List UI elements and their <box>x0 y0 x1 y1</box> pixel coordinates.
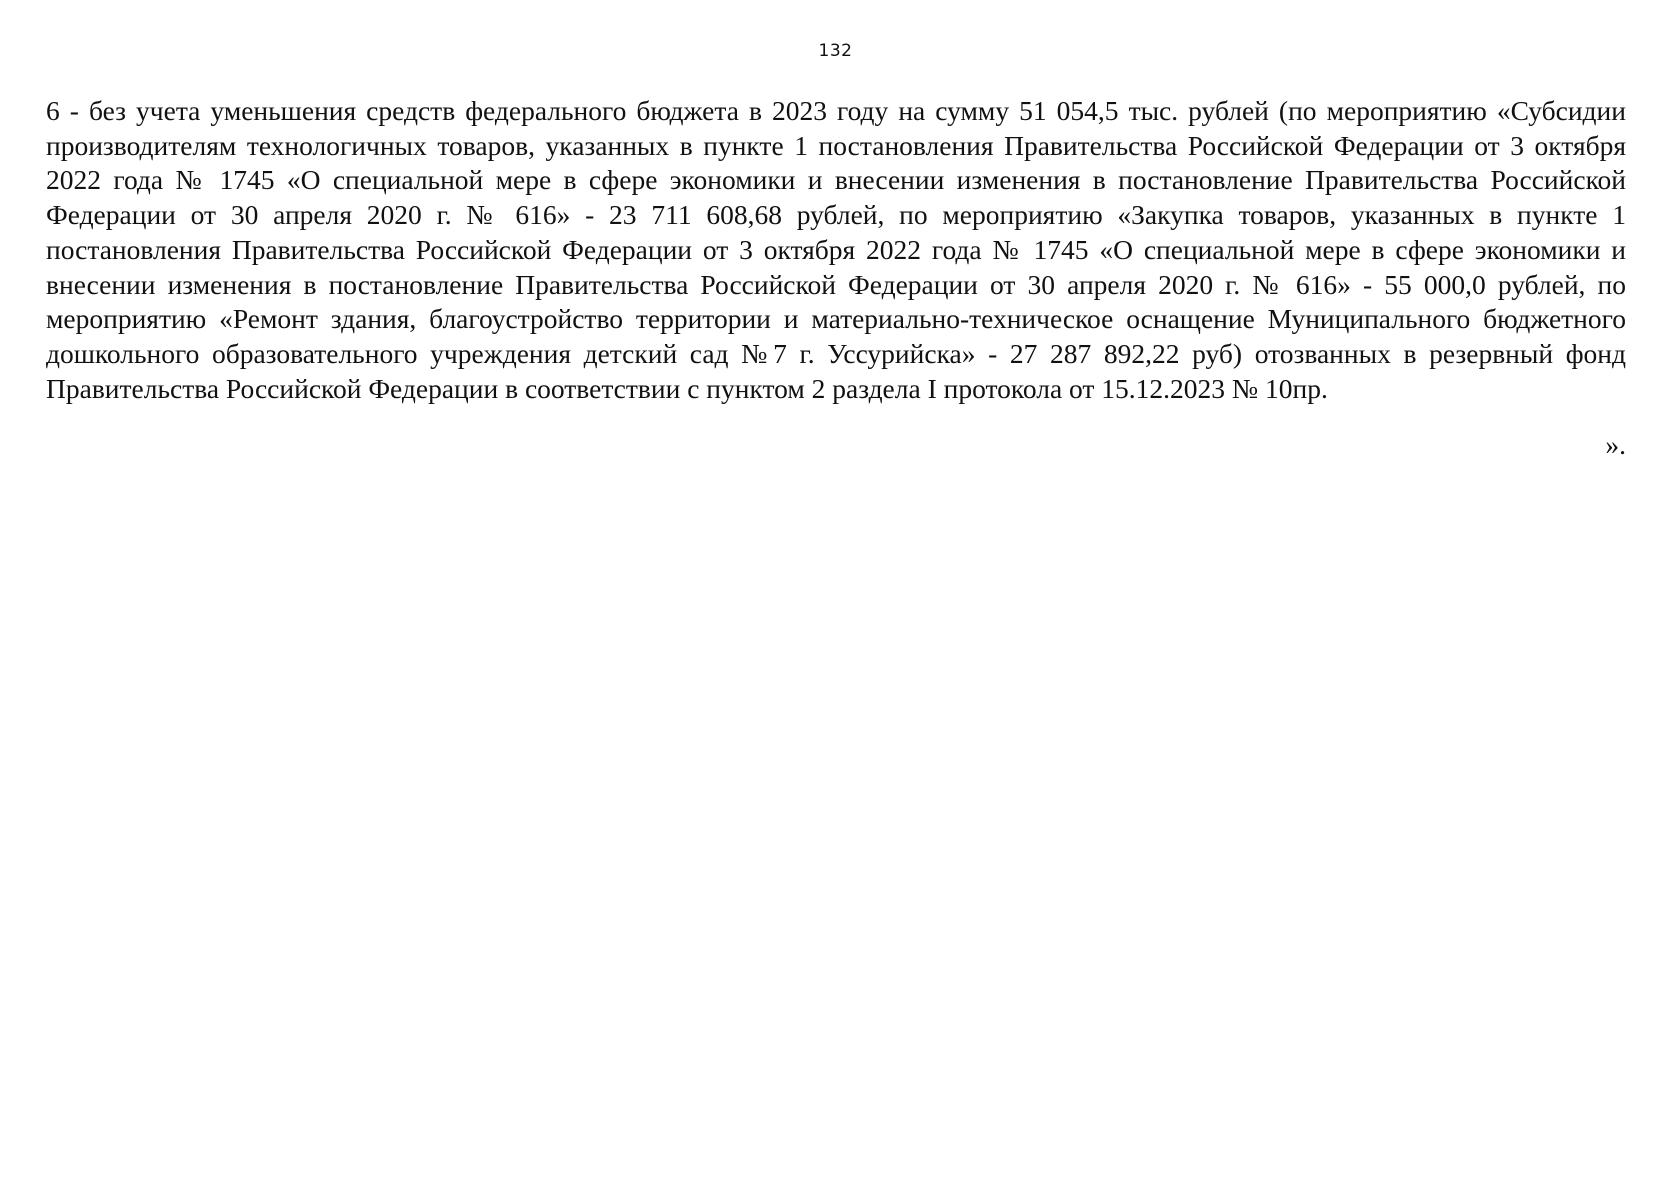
closing-quote-mark: ». <box>1605 429 1626 460</box>
footnote-paragraph: 6 - без учета уменьшения средств федерального бюджета в 2023 году на сумму 51 054,5 тыс. рублей (по мероприятию «Субсидии производителям технологичных товаров, указанных в пункте 1 постановления Правительства Российской Федерации от 3 октября 2022 года № 1745 «О специальной мере в сфере экономики и внесении изменения в постановление Правительства Российской Федерации от 30 апреля 2020 г. № 616» - 23 711 608,68 рублей, по мероприятию «Закупка товаров, указанных в пункте 1 постановления Правительства Российской Федерации от 3 октября 2022 года № 1745 «О специальной мере в сфере экономики и внесении изменения в постановление Правительства Российской Федерации от 30 апреля 2020 г. № 616» - 55 000,0 рублей, по мероприятию «Ремонт здания, благоустройство территории и материально-техническое оснащение Муниципального бюджетного дошкольного образовательного учреждения детский сад №7 г. Уссурийска» - 27 287 892,22 руб) отозванных в резервный фонд Правительства Российской Федерации в соответствии с пунктом 2 раздела I протокола от 15.12.2023 № 10пр. <box>46 95 1626 404</box>
page-number: 132 <box>818 41 853 61</box>
